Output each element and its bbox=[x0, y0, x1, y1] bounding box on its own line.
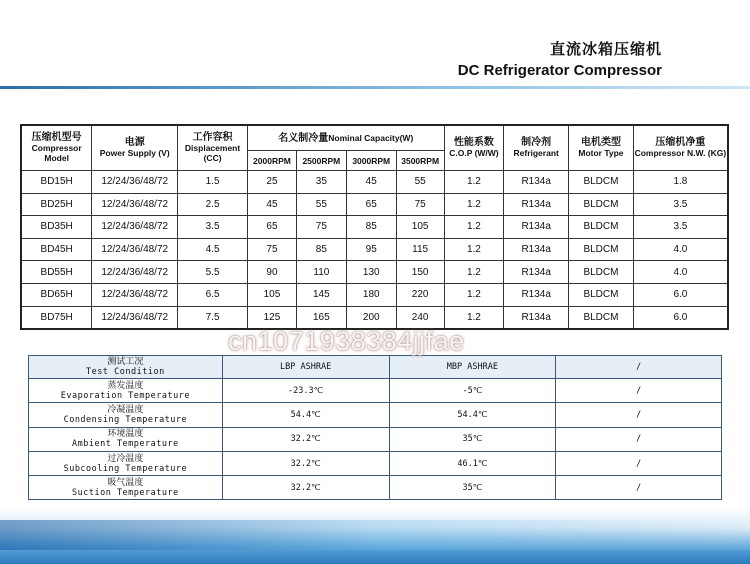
cell-cap-3000: 200 bbox=[346, 306, 396, 329]
cell-cap-3000: 180 bbox=[346, 283, 396, 306]
cell-model: BD75H bbox=[21, 306, 92, 329]
test-header-other: / bbox=[556, 356, 722, 379]
cell-refrigerant: R134a bbox=[504, 261, 569, 284]
cell-motor: BLDCM bbox=[569, 171, 634, 194]
cell-displacement: 5.5 bbox=[178, 261, 248, 284]
table-row bbox=[21, 216, 728, 239]
cell-cop: 1.2 bbox=[444, 171, 504, 194]
cell-power: 12/24/36/48/72 bbox=[92, 171, 178, 194]
cell-motor: BLDCM bbox=[569, 261, 634, 284]
table-row bbox=[21, 171, 728, 194]
header-capacity: 名义制冷量Nominal Capacity(W) bbox=[248, 125, 445, 151]
title-chinese: 直流冰箱压缩机 bbox=[549, 40, 662, 58]
cell-cap-2000: 125 bbox=[248, 306, 297, 329]
test-cell-other: / bbox=[556, 476, 722, 500]
cell-weight: 3.5 bbox=[633, 193, 728, 216]
table-row bbox=[21, 261, 728, 284]
cell-displacement: 6.5 bbox=[178, 283, 248, 306]
header-model: 压缩机型号 Compressor Model bbox=[21, 125, 92, 171]
header-rpm-2500: 2500RPM bbox=[296, 151, 346, 171]
cell-power: 12/24/36/48/72 bbox=[92, 283, 178, 306]
cell-power: 12/24/36/48/72 bbox=[92, 306, 178, 329]
cell-cap-3000: 65 bbox=[346, 193, 396, 216]
cell-cop: 1.2 bbox=[444, 306, 504, 329]
cell-cap-2500: 35 bbox=[296, 171, 346, 194]
cell-weight: 6.0 bbox=[633, 306, 728, 329]
cell-cap-3500: 105 bbox=[396, 216, 444, 239]
cell-model: BD55H bbox=[21, 261, 92, 284]
test-cell-mbp: 35℃ bbox=[389, 476, 556, 500]
cell-cap-2000: 105 bbox=[248, 283, 297, 306]
cell-cop: 1.2 bbox=[444, 261, 504, 284]
cell-motor: BLDCM bbox=[569, 306, 634, 329]
test-cell-other: / bbox=[556, 379, 722, 403]
table-row bbox=[29, 427, 722, 451]
footer-wave bbox=[0, 520, 750, 550]
cell-cop: 1.2 bbox=[444, 216, 504, 239]
test-condition-label: 吸气温度 Suction Temperature bbox=[29, 476, 223, 500]
cell-cap-3000: 45 bbox=[346, 171, 396, 194]
test-header-lbp: LBP ASHRAE bbox=[222, 356, 389, 379]
cell-motor: BLDCM bbox=[569, 238, 634, 261]
test-cell-lbp: 32.2℃ bbox=[222, 451, 389, 475]
spec-table bbox=[20, 124, 729, 330]
cell-cap-2500: 165 bbox=[296, 306, 346, 329]
cell-weight: 3.5 bbox=[633, 216, 728, 239]
cell-power: 12/24/36/48/72 bbox=[92, 238, 178, 261]
table-row bbox=[21, 238, 728, 261]
test-header-condition: 测试工况 Test Condition bbox=[29, 356, 223, 379]
header-displacement: 工作容积 Displacement (CC) bbox=[178, 125, 248, 171]
test-condition-label: 蒸发温度 Evaporation Temperature bbox=[29, 379, 223, 403]
table-row bbox=[21, 193, 728, 216]
cell-cap-3500: 150 bbox=[396, 261, 444, 284]
test-cell-lbp: 32.2℃ bbox=[222, 427, 389, 451]
cell-refrigerant: R134a bbox=[504, 283, 569, 306]
header bbox=[0, 0, 750, 92]
cell-model: BD35H bbox=[21, 216, 92, 239]
cell-weight: 1.8 bbox=[633, 171, 728, 194]
test-cell-mbp: 35℃ bbox=[389, 427, 556, 451]
cell-refrigerant: R134a bbox=[504, 238, 569, 261]
cell-cap-3500: 220 bbox=[396, 283, 444, 306]
cell-refrigerant: R134a bbox=[504, 193, 569, 216]
cell-weight: 4.0 bbox=[633, 261, 728, 284]
cell-cap-2000: 65 bbox=[248, 216, 297, 239]
test-condition-label: 冷凝温度 Condensing Temperature bbox=[29, 403, 223, 427]
cell-cap-2000: 75 bbox=[248, 238, 297, 261]
header-divider bbox=[0, 86, 750, 89]
cell-cap-3000: 130 bbox=[346, 261, 396, 284]
cell-displacement: 7.5 bbox=[178, 306, 248, 329]
cell-cap-2000: 25 bbox=[248, 171, 297, 194]
header-motor: 电机类型 Motor Type bbox=[569, 125, 634, 171]
cell-cap-3500: 55 bbox=[396, 171, 444, 194]
cell-motor: BLDCM bbox=[569, 283, 634, 306]
cell-weight: 6.0 bbox=[633, 283, 728, 306]
cell-cap-3000: 85 bbox=[346, 216, 396, 239]
cell-cap-2500: 110 bbox=[296, 261, 346, 284]
cell-cap-3000: 95 bbox=[346, 238, 396, 261]
cell-cop: 1.2 bbox=[444, 193, 504, 216]
cell-motor: BLDCM bbox=[569, 193, 634, 216]
header-cop: 性能系数 C.O.P (W/W) bbox=[444, 125, 504, 171]
header-rpm-3000: 3000RPM bbox=[346, 151, 396, 171]
cell-power: 12/24/36/48/72 bbox=[92, 261, 178, 284]
test-header-mbp: MBP ASHRAE bbox=[389, 356, 556, 379]
header-rpm-2000: 2000RPM bbox=[248, 151, 297, 171]
watermark-text: cn1071938384jjfae bbox=[228, 326, 465, 356]
cell-displacement: 3.5 bbox=[178, 216, 248, 239]
cell-model: BD25H bbox=[21, 193, 92, 216]
cell-cop: 1.2 bbox=[444, 238, 504, 261]
cell-model: BD65H bbox=[21, 283, 92, 306]
header-rpm-3500: 3500RPM bbox=[396, 151, 444, 171]
test-condition-label: 环境温度 Ambient Temperature bbox=[29, 427, 223, 451]
cell-cap-2000: 90 bbox=[248, 261, 297, 284]
cell-power: 12/24/36/48/72 bbox=[92, 216, 178, 239]
test-cell-mbp: 46.1℃ bbox=[389, 451, 556, 475]
table-row bbox=[21, 283, 728, 306]
test-cell-mbp: -5℃ bbox=[389, 379, 556, 403]
cell-cap-2500: 85 bbox=[296, 238, 346, 261]
cell-refrigerant: R134a bbox=[504, 171, 569, 194]
test-cell-other: / bbox=[556, 427, 722, 451]
cell-displacement: 4.5 bbox=[178, 238, 248, 261]
cell-cap-3500: 240 bbox=[396, 306, 444, 329]
cell-cap-2000: 45 bbox=[248, 193, 297, 216]
test-cell-other: / bbox=[556, 403, 722, 427]
header-power: 电源 Power Supply (V) bbox=[92, 125, 178, 171]
cell-cap-3500: 75 bbox=[396, 193, 444, 216]
cell-model: BD45H bbox=[21, 238, 92, 261]
cell-cop: 1.2 bbox=[444, 283, 504, 306]
cell-cap-2500: 145 bbox=[296, 283, 346, 306]
cell-refrigerant: R134a bbox=[504, 216, 569, 239]
cell-motor: BLDCM bbox=[569, 216, 634, 239]
cell-cap-3500: 115 bbox=[396, 238, 444, 261]
cell-weight: 4.0 bbox=[633, 238, 728, 261]
cell-cap-2500: 55 bbox=[296, 193, 346, 216]
header-refrigerant: 制冷剂 Refrigerant bbox=[504, 125, 569, 171]
table-row bbox=[29, 451, 722, 475]
cell-displacement: 2.5 bbox=[178, 193, 248, 216]
cell-model: BD15H bbox=[21, 171, 92, 194]
header-weight: 压缩机净重 Compressor N.W. (KG) bbox=[633, 125, 728, 171]
cell-power: 12/24/36/48/72 bbox=[92, 193, 178, 216]
test-cell-mbp: 54.4℃ bbox=[389, 403, 556, 427]
test-cell-lbp: 54.4℃ bbox=[222, 403, 389, 427]
cell-refrigerant: R134a bbox=[504, 306, 569, 329]
table-row bbox=[29, 476, 722, 500]
cell-cap-2500: 75 bbox=[296, 216, 346, 239]
test-condition-table bbox=[28, 355, 722, 500]
table-row bbox=[29, 379, 722, 403]
test-condition-label: 过冷温度 Subcooling Temperature bbox=[29, 451, 223, 475]
title-english: DC Refrigerator Compressor bbox=[457, 62, 662, 79]
test-cell-lbp: -23.3℃ bbox=[222, 379, 389, 403]
cell-displacement: 1.5 bbox=[178, 171, 248, 194]
table-row bbox=[29, 403, 722, 427]
test-cell-lbp: 32.2℃ bbox=[222, 476, 389, 500]
test-cell-other: / bbox=[556, 451, 722, 475]
